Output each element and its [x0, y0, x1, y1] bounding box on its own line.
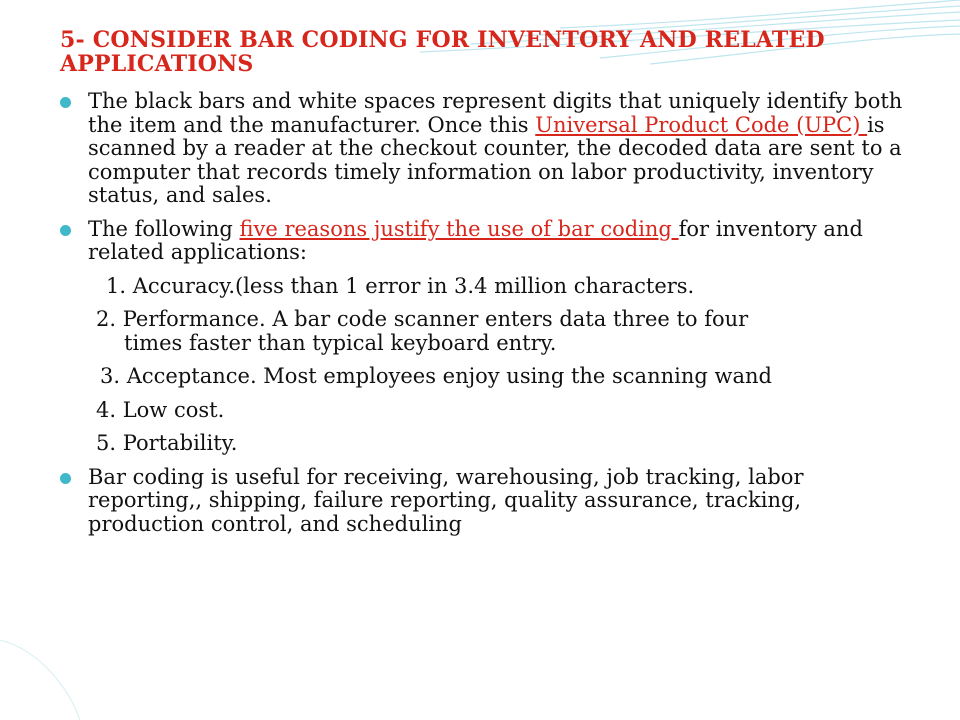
reason-performance-line1: 2. Performance. A bar code scanner enters data three to four	[96, 307, 749, 331]
reason-acceptance: 3. Acceptance. Most employees enjoy using the scanning wand	[100, 364, 772, 388]
bullet-five-reasons	[60, 218, 910, 265]
bullet-dot-icon	[60, 225, 71, 236]
reason-accuracy: 1. Accuracy.(less than 1 error in 3.4 million characters.	[106, 273, 695, 298]
bullet-upc	[60, 90, 910, 208]
bullet-text: is scanned by a reader at the checkout counter, the decoded data are sent to a computer that records timely information on labor productivity, inventory status, and sales.	[88, 112, 902, 207]
deco-line	[560, 0, 960, 28]
bullet-dot-icon	[60, 97, 71, 108]
reason-portability: 5. Portability.	[96, 431, 238, 455]
bullet-text: Bar coding is useful for receiving, warehousing, job tracking, labor reporting,, shipping, failure reporting, quality assurance, tracking, production control, and scheduling	[88, 464, 804, 536]
slide-title: 5- CONSIDER BAR CODING FOR INVENTORY AND RELATED APPLICATIONS	[60, 27, 825, 77]
slide-body	[60, 90, 910, 546]
bullet-uses	[60, 466, 910, 537]
reason-performance-line2: times faster than typical keyboard entry.	[124, 330, 557, 355]
bullet-text: The following	[88, 216, 240, 241]
reason-performance	[60, 308, 910, 355]
deco-line	[0, 640, 80, 720]
upc-link[interactable]: Universal Product Code (UPC)	[535, 112, 868, 137]
bullet-dot-icon	[60, 473, 71, 484]
bullet-text: for inventory and related applications:	[88, 216, 863, 264]
reason-low-cost: 4. Low cost.	[96, 397, 225, 422]
five-reasons-link[interactable]: five reasons justify the use of bar coding	[239, 216, 679, 241]
bullet-text: The black bars and white spaces represent digits that uniquely identify both the item and the manufacturer. Once this	[88, 89, 903, 137]
